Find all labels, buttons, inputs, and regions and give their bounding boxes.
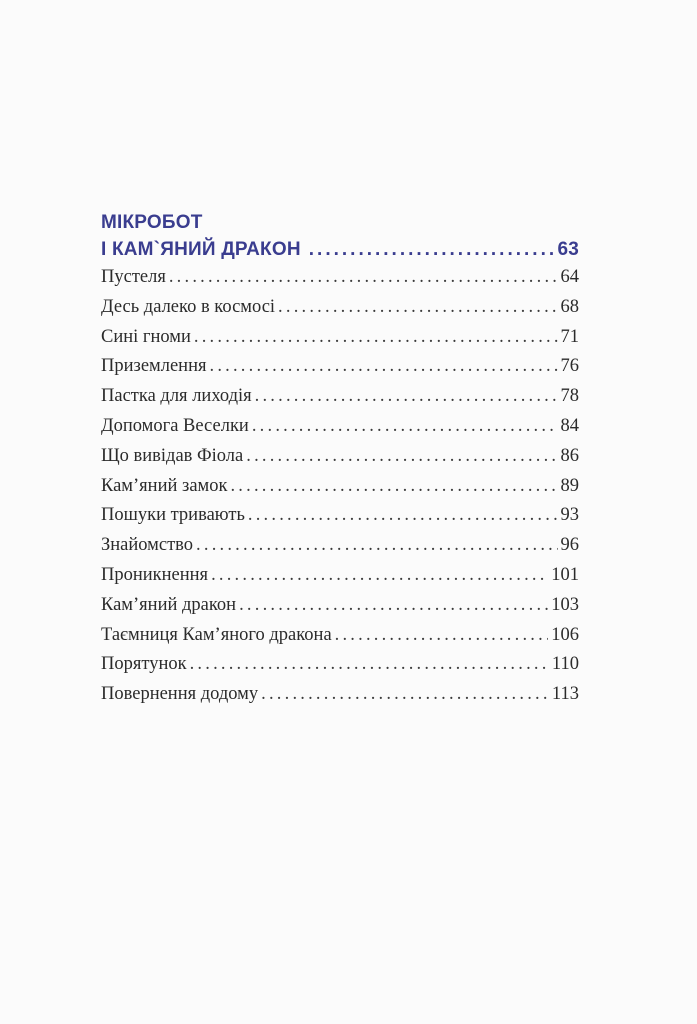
dot-leader xyxy=(230,472,557,502)
chapter-title: Кам’яний замок xyxy=(101,475,228,496)
chapter-title: Десь далеко в космосі xyxy=(101,296,276,317)
chapter-title: Приземлення xyxy=(101,356,207,377)
dot-leader xyxy=(261,680,549,710)
toc-entry xyxy=(101,561,579,591)
toc-entry xyxy=(101,263,579,293)
dot-leader xyxy=(210,352,558,382)
dot-leader xyxy=(246,442,557,472)
section-page-number: 63 xyxy=(557,239,579,260)
chapter-title: Пастка для лиходія xyxy=(101,386,252,407)
section-heading xyxy=(101,209,579,263)
chapter-page-number: 96 xyxy=(560,535,579,556)
toc-entry xyxy=(101,293,579,323)
dot-leader xyxy=(309,236,556,263)
dot-leader xyxy=(239,591,548,621)
toc-entry xyxy=(101,680,579,710)
dot-leader xyxy=(255,382,558,412)
chapter-list xyxy=(101,263,579,710)
chapter-title: Порятунок xyxy=(101,654,187,675)
chapter-page-number: 84 xyxy=(560,415,579,436)
chapter-page-number: 86 xyxy=(560,445,579,466)
chapter-page-number: 110 xyxy=(551,654,579,675)
section-title-row xyxy=(101,236,579,263)
toc-entry xyxy=(101,650,579,680)
toc-entry xyxy=(101,472,579,502)
dot-leader xyxy=(169,263,558,293)
table-of-contents xyxy=(101,209,579,710)
chapter-page-number: 76 xyxy=(560,356,579,377)
toc-entry xyxy=(101,442,579,472)
chapter-page-number: 64 xyxy=(560,267,579,287)
toc-entry xyxy=(101,501,579,531)
dot-leader xyxy=(252,412,558,442)
dot-leader xyxy=(194,323,558,353)
chapter-page-number: 106 xyxy=(551,624,579,645)
toc-entry xyxy=(101,531,579,561)
toc-entry xyxy=(101,352,579,382)
chapter-page-number: 78 xyxy=(560,386,579,407)
toc-entry xyxy=(101,323,579,353)
chapter-page-number: 93 xyxy=(560,505,579,526)
toc-entry xyxy=(101,382,579,412)
chapter-page-number: 89 xyxy=(560,475,579,496)
chapter-title: Проникнення xyxy=(101,564,209,585)
toc-entry xyxy=(101,591,579,621)
chapter-title: Пошуки тривають xyxy=(101,505,245,526)
chapter-page-number: 71 xyxy=(560,326,579,347)
dot-leader xyxy=(190,650,549,680)
toc-entry xyxy=(101,621,579,651)
chapter-title: Таємниця Кам’яного дракона xyxy=(101,624,332,645)
dot-leader xyxy=(278,293,557,323)
chapter-title: Кам’яний дракон xyxy=(101,594,237,615)
chapter-title: Пустеля xyxy=(101,267,166,287)
section-title-line-1: МІКРОБОТ xyxy=(101,212,203,233)
dot-leader xyxy=(248,501,558,531)
chapter-title: Сині гноми xyxy=(101,326,191,347)
chapter-title: Знайомство xyxy=(101,535,194,556)
chapter-page-number: 101 xyxy=(551,564,579,585)
dot-leader xyxy=(335,621,549,651)
chapter-page-number: 113 xyxy=(551,684,579,705)
chapter-title: Повернення додому xyxy=(101,684,259,705)
dot-leader xyxy=(211,561,548,591)
chapter-title: Що вивідав Фіола xyxy=(101,445,244,466)
chapter-title: Допомога Веселки xyxy=(101,415,249,436)
dot-leader xyxy=(196,531,557,561)
section-title-line-2: І КАМ`ЯНИЙ ДРАКОН xyxy=(101,239,301,260)
chapter-page-number: 68 xyxy=(560,296,579,317)
toc-entry xyxy=(101,412,579,442)
chapter-page-number: 103 xyxy=(551,594,579,615)
